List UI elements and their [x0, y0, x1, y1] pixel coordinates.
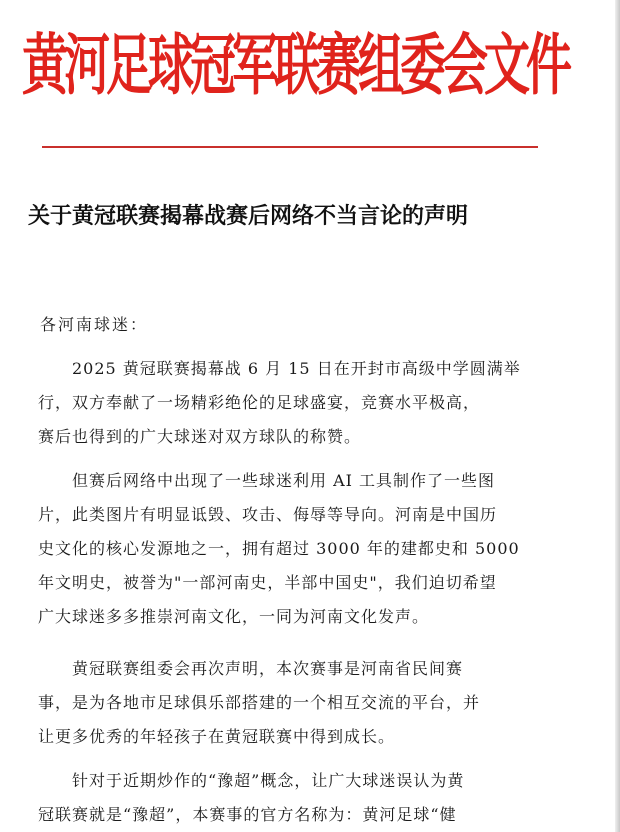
paragraph-4: [38, 764, 558, 832]
paragraph-line: 片，此类图片有明显诋毁、攻击、侮辱等导向。河南是中国历: [38, 505, 498, 524]
paragraph-line: 让更多优秀的年轻孩子在黄冠联赛中得到成长。: [38, 727, 396, 746]
statement-title: 关于黄冠联赛揭幕战赛后网络不当言论的声明: [28, 204, 469, 229]
salutation: 各河南球迷：: [40, 315, 149, 334]
paragraph-3: [38, 652, 558, 754]
header-divider: [42, 146, 538, 148]
paragraph-line: 2025 黄冠联赛揭幕战 6 月 15 日在开封市高级中学圆满举: [72, 359, 521, 378]
paragraph-2: [38, 464, 558, 634]
document-header-title: 黄河足球冠军联赛组委会文件: [22, 25, 568, 105]
paragraph-line: 史文化的核心发源地之一，拥有超过 3000 年的建都史和 5000: [38, 539, 520, 558]
paragraph-line: 但赛后网络中出现了一些球迷利用 AI 工具制作了一些图: [72, 471, 496, 490]
page-edge-shadow: [615, 0, 620, 832]
paragraph-line: 冠联赛就是“豫超”，本赛事的官方名称为：黄河足球“健: [38, 805, 457, 824]
paragraph-line: 事，是为各地市足球俱乐部搭建的一个相互交流的平台，并: [38, 693, 481, 712]
paragraph-1: [38, 352, 558, 454]
paragraph-line: 行，双方奉献了一场精彩绝伦的足球盛宴，竞赛水平极高，: [38, 393, 481, 412]
paragraph-line: 针对于近期炒作的“豫超”概念，让广大球迷误认为黄: [72, 771, 465, 790]
paragraph-line: 赛后也得到的广大球迷对双方球队的称赞。: [38, 427, 362, 446]
paragraph-line: 黄冠联赛组委会再次声明，本次赛事是河南省民间赛: [72, 659, 464, 678]
paragraph-line: 年文明史，被誉为"一部河南史，半部中国史"，我们迫切希望: [38, 573, 497, 592]
paragraph-line: 广大球迷多多推崇河南文化，一同为河南文化发声。: [38, 607, 430, 626]
